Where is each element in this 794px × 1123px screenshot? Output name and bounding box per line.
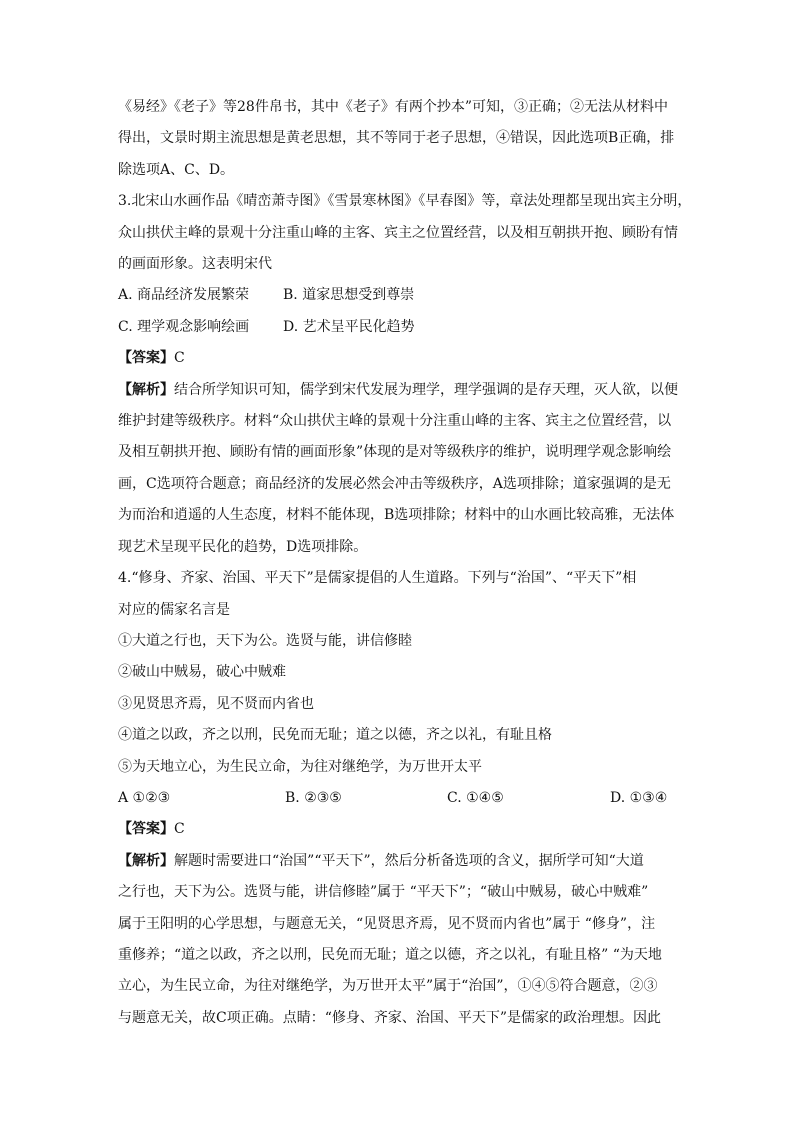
- q3-analysis-line-4: 画，C选项符合题意；商品经济的发展必然会冲击等级秩序，A选项排除；道家强调的是无: [118, 475, 671, 492]
- q3-analysis-line-2: 维护封建等级秩序。材料“众山拱伏主峰的景观十分注重山峰的主客、宾主之位置经营，以: [118, 413, 672, 430]
- q4-answer-value: C: [174, 821, 185, 838]
- q3-analysis-line-6: 现艺术呈现平民化的趋势，D选项排除。: [118, 538, 368, 555]
- q4-analysis-line-4: 重修养；“道之以政，齐之以刑，民免而无耻；道之以德，齐之以礼，有耻且格” “为天地: [118, 946, 662, 963]
- intro-line-1: 《易经》《老子》等28件帛书，其中《老子》有两个抄本”可知，③正确；②无法从材料中: [118, 99, 668, 115]
- q4-statement-1: ①大道之行也，天下为公。选贤与能，讲信修睦: [118, 632, 412, 649]
- q3-stem-line-2: 众山拱伏主峰的景观十分注重山峰的主客、宾主之位置经营，以及相互朝拱开抱、顾盼有情: [118, 224, 678, 241]
- q4-statement-5: ⑤为天地立心，为生民立命，为往对继绝学，为万世开太平: [118, 758, 482, 775]
- q3-answer: [118, 343, 678, 374]
- q4-statement-2: ②破山中贼易，破心中贼难: [118, 664, 286, 681]
- q4-option-d: D. ①③④: [610, 789, 668, 806]
- q3-analysis-tag: 【解析】: [118, 381, 174, 398]
- q3-analysis-text-1: 结合所学知识可知，儒学到宋代发展为理学，理学强调的是存天理，灭人欲，以便: [174, 381, 678, 398]
- q4-statement-3: ③见贤思齐焉，见不贤而内省也: [118, 695, 314, 712]
- q4-option-a: A ①②③: [118, 789, 171, 806]
- q4-stem-line-1: 4.“修身、齐家、治国、平天下”是儒家提倡的人生道路。下列与“治国”、“平天下”相: [118, 570, 637, 587]
- q3-answer-tag: 【答案】: [118, 350, 174, 367]
- q3-option-d: D. 艺术呈平民化趋势: [283, 318, 415, 335]
- q3-options-row-2: [118, 312, 678, 343]
- q3-analysis-line-1: [118, 375, 678, 406]
- q3-analysis-line-3: 及相互朝拱开抱、顾盼有情的画面形象”体现的是对等级秩序的维护，说明理学观念影响绘: [118, 444, 672, 461]
- q3-options-row-1: [118, 280, 678, 311]
- q4-analysis-line-5: 立心，为生民立命，为往对继绝学，为万世开太平”属于“治国”，①④⑤符合题意，②③: [118, 978, 658, 995]
- q4-option-b: B. ②③⑤: [285, 789, 342, 806]
- q3-analysis-line-5: 为而治和逍遥的人生态度，材料不能体现，B选项排除；材料中的山水画比较高雅，无法体: [118, 507, 675, 524]
- intro-line-2: 得出，文景时期主流思想是黄老思想，其不等同于老子思想，④错误，因此选项B正确，排: [118, 130, 675, 147]
- q4-analysis-text-1: 解题时需要进口“治国”“平天下”，然后分析备选项的含义，据所学可知“大道: [174, 852, 644, 869]
- intro-line-3: 除选项A、C、D。: [118, 161, 235, 178]
- q4-option-c: C. ①④⑤: [447, 789, 504, 806]
- q3-stem-line-3: 的画面形象。这表明宋代: [118, 256, 272, 273]
- q4-analysis-tag: 【解析】: [118, 852, 174, 869]
- q4-stem-line-2: 对应的儒家名言是: [118, 601, 230, 618]
- q3-option-b: B. 道家思想受到尊崇: [283, 287, 415, 304]
- q4-analysis-line-3: 属于王阳明的心学思想，与题意无关，“见贤思齐焉，见不贤而内省也”属于 “修身”，注: [118, 915, 656, 932]
- q4-answer-tag: 【答案】: [118, 821, 174, 838]
- q3-stem-line-1: 3.北宋山水画作品《晴峦萧寺图》《雪景寒林图》《早春图》等，章法处理都呈现出宾主分明，: [118, 193, 692, 210]
- q4-statement-4: ④道之以政，齐之以刑，民免而无耻；道之以德，齐之以礼，有耻且格: [118, 727, 552, 744]
- q4-analysis-line-2: 之行也，天下为公。选贤与能，讲信修睦”属于 “平天下”；“破山中贼易，破心中贼难”: [118, 884, 649, 901]
- q3-option-a: A. 商品经济发展繁荣: [118, 287, 250, 304]
- q4-answer: [118, 814, 678, 845]
- document-page: [118, 92, 692, 1034]
- q4-analysis-line-1: [118, 846, 678, 877]
- q3-answer-value: C: [174, 350, 185, 367]
- q3-option-c: C. 理学观念影响绘画: [118, 318, 250, 335]
- q4-analysis-line-6: 与题意无关，故C项正确。点睛：“修身、齐家、治国、平天下”是儒家的政治理想。因此: [118, 1009, 662, 1026]
- q4-options-row: [118, 783, 678, 814]
